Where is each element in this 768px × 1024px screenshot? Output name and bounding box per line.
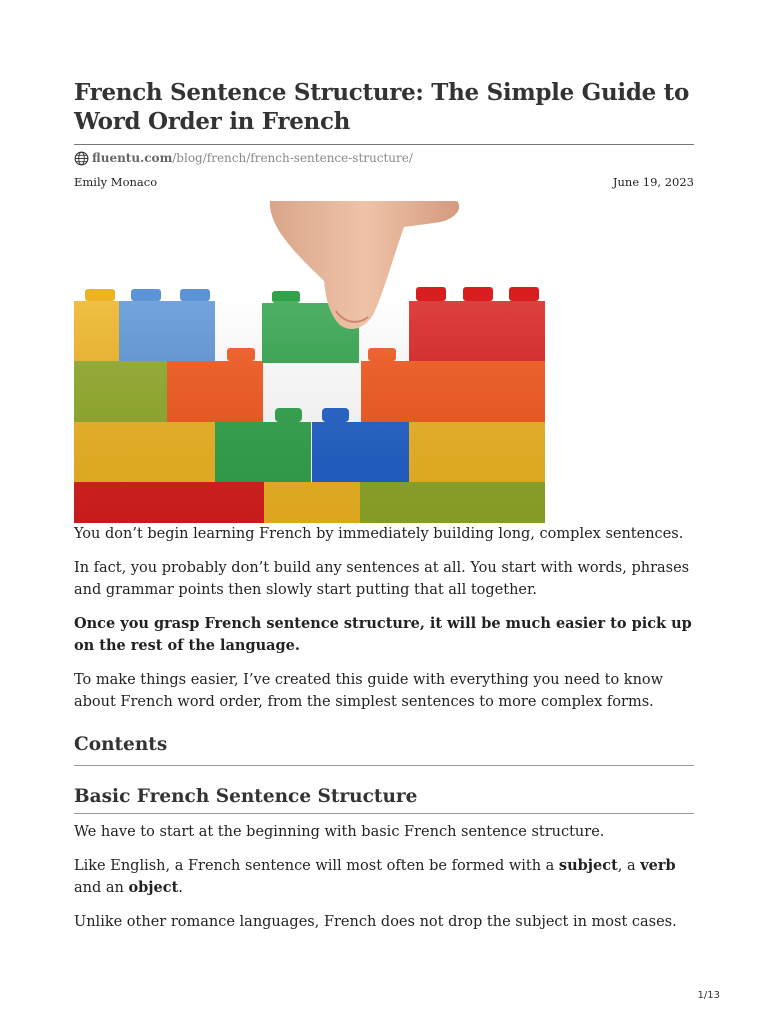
title-divider [74, 144, 694, 145]
term-subject: subject [558, 857, 618, 874]
paragraph-7: Unlike other romance languages, French does not drop the subject in most cases. [74, 914, 677, 930]
p6-text-c: and an [74, 880, 129, 896]
p6-text-b: , a [617, 858, 641, 874]
article [74, 78, 694, 933]
globe-icon [74, 151, 89, 166]
article-title: French Sentence Structure: The Simple Guide to Word Order in French [74, 79, 690, 135]
paragraph-6 [74, 855, 694, 899]
hero-image-lego-bricks [74, 201, 545, 523]
section-heading: Basic French Sentence Structure [74, 786, 418, 807]
term-verb: verb [640, 857, 676, 874]
p6-text-a: Like English, a French sentence will most often be formed with a [74, 858, 559, 874]
source-line [74, 149, 694, 167]
contents-heading: Contents [74, 734, 168, 755]
section-divider [74, 813, 694, 814]
page-number: 1/13 [697, 990, 720, 1001]
byline [74, 175, 694, 191]
paragraph-5: We have to start at the beginning with basic French sentence structure. [74, 824, 605, 840]
paragraph-emphasis: Once you grasp French sentence structure, it will be much easier to pick up on the rest of the language. [74, 615, 692, 654]
source-domain[interactable]: fluentu.com [92, 151, 173, 165]
publish-date: June 19, 2023 [612, 175, 694, 189]
paragraph-intro: You don’t begin learning French by immediately building long, complex sentences. [74, 526, 684, 542]
contents-divider [74, 765, 694, 766]
p6-text-d: . [178, 880, 183, 896]
paragraph-4: To make things easier, I’ve created this guide with everything you need to know about French word order, from the simplest sentences to more complex forms. [74, 672, 664, 710]
paragraph-2: In fact, you probably don’t build any sentences at all. You start with words, phrases and grammar points then slowly start putting that all together. [74, 560, 690, 598]
term-object: object [128, 879, 179, 896]
source-path[interactable]: /blog/french/french-sentence-structure/ [172, 151, 413, 165]
author-name: Emily Monaco [74, 175, 158, 189]
